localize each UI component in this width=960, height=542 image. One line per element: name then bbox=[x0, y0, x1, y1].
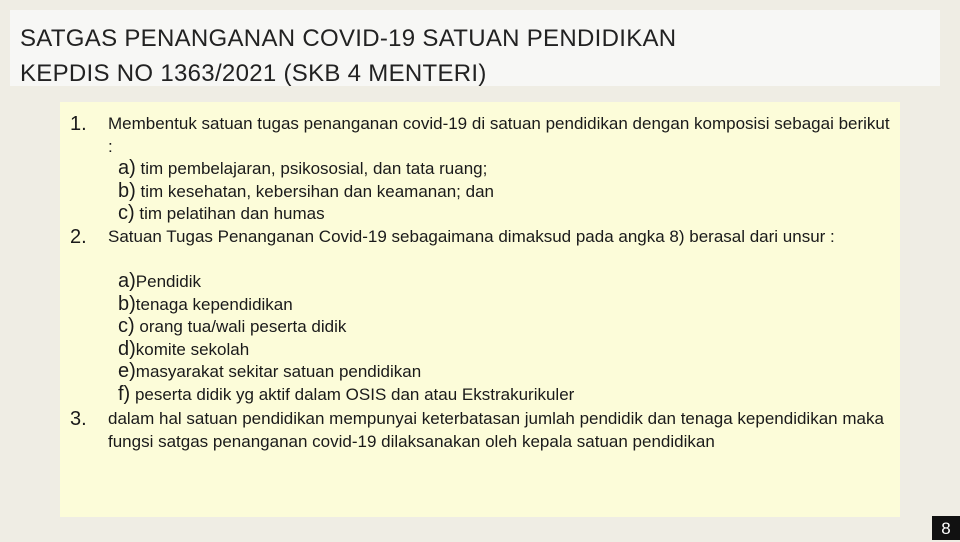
sub-item-text: tenaga kependidikan bbox=[135, 294, 293, 314]
sub-item-text: Pendidik bbox=[135, 272, 202, 291]
sub-item-letter: b) bbox=[118, 292, 136, 315]
item-text: Satuan Tugas Penanganan Covid-19 sebagaimana dimaksud pada angka 8) berasal dari unsur : bbox=[108, 227, 835, 246]
sub-item-letter: d) bbox=[118, 337, 136, 360]
title-line-1: SATGAS PENANGANAN COVID-19 SATUAN PENDIDIKAN bbox=[20, 25, 677, 52]
sub-item-letter: a) bbox=[118, 270, 136, 292]
sub-item-text: orang tua/wali peserta didik bbox=[134, 317, 347, 336]
sub-item bbox=[118, 157, 487, 181]
sub-item-text: peserta didik yg aktif dalam OSIS dan atau Ekstrakurikuler bbox=[130, 384, 575, 404]
sub-item-letter: a) bbox=[118, 157, 136, 179]
sub-item bbox=[118, 315, 346, 339]
sub-item-text: tim kesehatan, kebersihan dan keamanan; dan bbox=[135, 181, 494, 201]
item-number: 2. bbox=[70, 226, 87, 248]
sub-item bbox=[118, 338, 249, 362]
item-number: 1. bbox=[70, 113, 87, 135]
sub-item bbox=[118, 360, 421, 384]
item-text: dalam hal satuan pendidikan mempunyai keterbatasan jumlah pendidik dan tenaga kependidikan maka fungsi satgas penanganan covid-19 dilaksanakan oleh kepala satuan pendidikan bbox=[108, 409, 884, 451]
content-panel bbox=[60, 102, 900, 517]
item-number: 3. bbox=[70, 408, 87, 430]
title-line-2: KEPDIS NO 1363/2021 (SKB 4 MENTERI) bbox=[20, 60, 487, 87]
sub-item-text: tim pelatihan dan humas bbox=[134, 204, 325, 223]
sub-item-letter: f) bbox=[118, 382, 131, 405]
sub-item-text: komite sekolah bbox=[135, 339, 250, 359]
sub-item bbox=[118, 383, 574, 407]
slide-title bbox=[10, 10, 940, 86]
sub-item bbox=[118, 202, 325, 226]
sub-item-text: masyarakat sekitar satuan pendidikan bbox=[135, 362, 422, 381]
item-text: Membentuk satuan tugas penanganan covid-19 di satuan pendidikan dengan komposisi sebagai berikut : bbox=[108, 114, 890, 156]
sub-item bbox=[118, 293, 293, 317]
page-number-badge: 8 bbox=[932, 516, 960, 540]
sub-item bbox=[118, 180, 494, 204]
sub-item bbox=[118, 270, 201, 294]
sub-item-text: tim pembelajaran, psikososial, dan tata ruang; bbox=[135, 159, 488, 178]
sub-item-letter: c) bbox=[118, 315, 135, 337]
sub-item-letter: b) bbox=[118, 179, 136, 202]
sub-item-letter: c) bbox=[118, 202, 135, 224]
sub-item-letter: e) bbox=[118, 360, 136, 382]
